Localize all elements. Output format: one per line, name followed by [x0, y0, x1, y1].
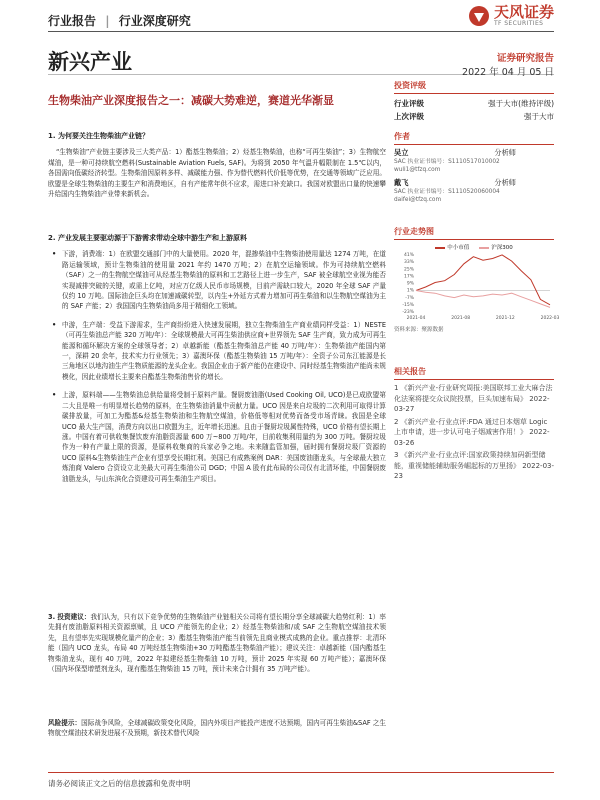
y-tick-label: 1%: [406, 288, 414, 294]
report-title: 生物柴油产业深度报告之一：减碳大势难逆，赛道光华渐显: [48, 94, 334, 107]
risk-label: 风险提示：: [48, 719, 82, 727]
risk-paragraph: [48, 718, 386, 739]
footer-divider: [48, 772, 554, 773]
section-2-item-downstream: [48, 249, 386, 311]
analyst-email[interactable]: wuli1@tfzq.com: [394, 167, 441, 173]
author-heading: 作者: [394, 131, 554, 145]
header-tag-industry-report: 行业报告: [48, 14, 97, 28]
header-tag-deep-research: 行业深度研究: [118, 14, 191, 28]
sidebar-chart: [394, 226, 560, 333]
x-tick-label: 2021-08: [451, 316, 471, 321]
sidebar-authors: [394, 131, 554, 208]
rating-key: 上次评级: [394, 112, 424, 121]
x-tick-label: 2021-12: [495, 316, 515, 321]
section-2-item-text: 下游，消费端：1）在欧盟交通部门中的大量使用。2020 年，混掺柴油中生物柴油使用量达 1274 万吨，在道路运输领域，预计生物柴油的使用量 2021 年约 1470 万吨；2）在航空运输领域。作为可持续航空燃料（SAF）之一的生物航空煤油可从经基生物柴油的原料和工艺路径上进一步生产，SAF 被全球航空业视为能否实现减排突破的关键，或需上亿吨，对应万亿级人民币市场规模，目前产需缺口较大，2020 年全球 SAF 产量仅约 10 万吨。国际油企巨头均在加速减碳转型，以内生+外延方式着力增加可再生柴油和以生物航空煤油为主的 SAF 产能；2）我国国内生物柴油尚多用于精细化工领域。: [62, 250, 386, 311]
analyst-role: 分析师: [494, 148, 516, 157]
chart-legend: [394, 243, 554, 251]
section-2-item-text: 上游，原料端——生物柴油总供给量将受制于原料产量。餐厨废油脂(Used Cooking Oil, UCO)是已成欧盟第二大且是唯一有明显增长趋势的原料，在生物柴油消量中贡献力量。UCO 因是来自垃圾的二次利用可取得计算碳排放量，可加工为酯基&烃基生物柴油和生物航空煤油，价格低等相对优势而备受市场青睐。我国是全球 UCO 最大生产国，消费方向以出口欧盟为主，近年增长迅速。且由于餐厨垃圾属性特殊，UCO 价格有望长期上涨。中国有着可供收集餐饮废弃油脂资源量 600 万~800 万吨/年，目前收集利用量约为 300 万吨。餐厨垃圾作为一种有产量上限的资源，是原料收集商的兵家必争之地。未来随监管加强，届时拥有餐厨垃圾厂资源的 UCO 原料&生物柴油生产企业有望享受长期红利。美国已有成熟案例 DAR：美国废油脂龙头，与全球最大独立炼油商 Valero 合资设立北美最大可再生柴油公司 DGD；中国 A 股有此布局的公司仅有北清环能，中国餐厨废油脂龙头，与山东滨化合资建设可再生柴油生产项目。: [62, 391, 386, 483]
industry-trend-chart: [394, 251, 560, 321]
section-2-item-text: 中游，生产端：受益下游需求，生产商纷纷进入快速发展期，独立生物柴油生产商业绩同样受益：1）NESTE（可再生柴油总产能 320 万吨/年）：全球规模最大可再生柴油供应商+世界领先 SAF 生产商，致力成为可再生能源和循环解决方案的全球领导者；2）卓越新能（酯基生物柴油总产能 40 万吨/年）：生物柴油产能国内第一，深耕 20 余年，技术实力行业领先；3）嘉澳环保（酯基生物柴油 15 万吨/年）：全资子公司东江能源是长三角地区以地沟油生产生物质能源的龙头企业。我国企业由于新产能仍在建设中、同时经基生物柴油产能尚未规模化，因此业绩增长主要来自酯基生物柴油售价的增长。: [62, 320, 386, 381]
section-1: [48, 131, 386, 199]
y-tick-label: 9%: [406, 281, 414, 287]
sidebar-related: [394, 366, 554, 484]
footer-disclaimer: 请务必阅读正文之后的信息披露和免责申明: [48, 779, 191, 788]
risk-text: 国际战争风险，全球减碳政策变化风险，国内外项目产能投产进度不达预期，国内可再生柴油&SAF 之生物航空煤油技术研发进展不及预期，新技术替代风险: [48, 719, 386, 738]
header-breadcrumb: [48, 12, 191, 29]
analyst-card: [394, 148, 554, 174]
y-tick-label: -7%: [405, 295, 414, 301]
y-tick-label: 25%: [403, 267, 414, 273]
related-report-link[interactable]: 2 《新兴产业-行业点评:FDA 通过日本烟草 Logic 上市申请，进一步认可电子烟减害作用！》 2022-03-26: [394, 417, 550, 447]
section-3: [48, 612, 386, 674]
bullet-icon: •: [52, 320, 57, 329]
report-type: 证券研究报告: [496, 53, 554, 64]
sector-title: 新兴产业: [48, 50, 132, 74]
section-2-item-midstream: [48, 320, 386, 382]
section-2: [48, 233, 386, 484]
related-report-link[interactable]: 3 《新兴产业-行业点评:国家政策持续加码新型储能，重视储能辅助服务崛起标的万里扬》 2022-03-23: [394, 451, 554, 480]
rating-key: 行业评级: [394, 99, 424, 108]
analyst-cert: SAC 执业证书编号：S1110520060004: [394, 189, 500, 195]
section-2-heading: 2. 产业发展主要驱动源于下游需求带动全球中游生产和上游原料: [48, 234, 247, 242]
chart-source: 资料来源：聚源数据: [394, 327, 444, 333]
analyst-role: 分析师: [494, 178, 516, 187]
y-tick-label: 17%: [403, 274, 414, 280]
section-3-paragraph: [48, 612, 386, 674]
brand-logo: [468, 4, 554, 27]
y-tick-label: 41%: [403, 253, 414, 258]
related-report-link[interactable]: 1 《新兴产业-行业研究周报:美国联邦工业大麻合法化法案将提交众议院投票，巨头加速布局》 2022-03-27: [394, 384, 553, 413]
series-line-1: [416, 291, 550, 308]
analyst-email[interactable]: daifei@tfzq.com: [394, 197, 442, 203]
x-tick-label: 2021-04: [406, 316, 426, 321]
y-tick-label: -23%: [402, 310, 414, 315]
logo-text-en: TF SECURITIES: [493, 20, 544, 27]
rating-row-previous: [394, 110, 554, 123]
tf-logo-icon: [468, 5, 490, 27]
analyst-cert: SAC 执业证书编号：S1110517010002: [394, 159, 500, 165]
risk-section: [48, 718, 386, 739]
chart-heading: 行业走势图: [394, 226, 554, 240]
section-3-heading: 3. 投资建议：: [48, 613, 91, 621]
bullet-icon: •: [52, 391, 57, 400]
analyst-name: 吴立: [394, 148, 409, 157]
rating-value: 强于大市(维持评级): [488, 99, 554, 108]
rating-value: 强于大市: [524, 112, 554, 121]
section-2-item-upstream: [48, 390, 386, 484]
y-tick-label: -15%: [402, 302, 414, 308]
y-tick-label: 33%: [403, 260, 414, 266]
sidebar-rating: [394, 80, 554, 123]
analyst-name: 戴飞: [394, 178, 409, 187]
rating-heading: 投资评级: [394, 80, 554, 94]
x-tick-label: 2022-03: [540, 316, 560, 321]
report-date: 2022 年 04 月 05 日: [462, 67, 554, 78]
series-line-0: [416, 255, 550, 305]
logo-text-cn: 天风证券: [493, 3, 554, 21]
legend-item-csi300: 沪深300: [479, 243, 513, 251]
bullet-icon: •: [52, 250, 57, 259]
header-divider: [48, 31, 554, 32]
legend-item-small-cap: 中小市值: [435, 243, 469, 251]
analyst-card: [394, 178, 554, 204]
header-separator: |: [105, 14, 110, 28]
related-heading: 相关报告: [394, 366, 554, 380]
section-1-heading: 1. 为何要关注生物柴油产业链？: [48, 132, 149, 140]
section-3-text: 我们认为，只有以下竞争优势的生物柴油产业链相关公司将有望长期分享全球减碳大趋势红利：1）率先拥有废油脂原料相关资源禀赋，且 UCO 产能领先的企业；2）经基生物柴油和/或 SAF 之生物航空煤油技术领先，且有望率先实现规模化量产的企业；3）酯基生物柴油产能当前领先且商业模式成熟的企业。重点推荐：北清环能（国内 UCO 龙头，布局 40 万吨经基生物柴油+30 万吨酯基生物柴油产能）；建议关注：卓越新能（国内酯基生物柴油龙头，现有 40 万吨，2022 年拟建经基生物柴油 10 万吨，预计 2025 年实现 60 万吨产能）；嘉澳环保（国内环保型增塑剂龙头，现有酯基生物柴油 15 万吨，预计未来合计拥有 35 万吨产能）。: [48, 613, 386, 674]
section-1-paragraph: “生物柴油”产业链主要涉及三大类产品：1）酯基生物柴油；2）烃基生物柴油，也称“可再生柴油”；3）生物航空煤油，是一种可持续航空燃料(Sustainable Aviation Fuels, SAF)。为将到 2050 年气温升幅限制在 1.5℃以内，各国需向低碳经济转型。生物柴油因原料多样、减碳能力强、作为替代燃料代价低等优势，在交通等领域广泛应用。欧盟是全球生物柴油的主要生产和消费地区，自有产能常年供不应求，需进口补充缺口。我国对欧盟出口量的快速攀升给国内生物柴油产业带来新机会。: [48, 148, 386, 199]
rating-row-industry: [394, 97, 554, 110]
